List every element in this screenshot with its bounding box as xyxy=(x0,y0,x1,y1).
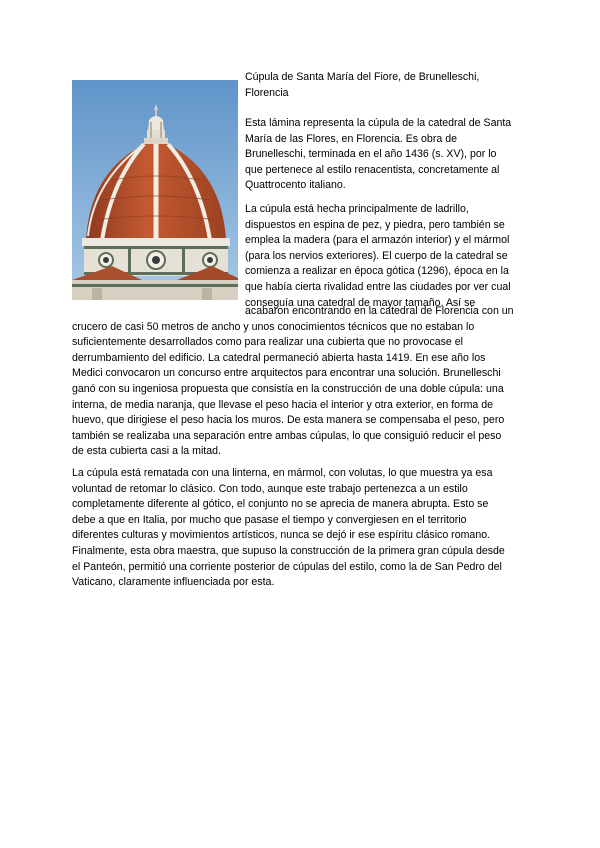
text-line: Medici convocaron un concurso entre arquitectos para encontrar una solución. Brunelleschi xyxy=(72,367,501,380)
text-line: La cúpula está rematada con una linterna, en mármol, con volutas, lo que muestra ya esa xyxy=(72,467,493,479)
text-line: que pertenece al estilo renacentista, concretamente al xyxy=(245,163,500,176)
dome-photo-icon xyxy=(72,80,238,300)
paragraph-intro xyxy=(245,116,511,194)
text-line: ganó con su ingeniosa propuesta que consistía en la construcción de una doble cúpula: una xyxy=(72,382,504,395)
text-line: Brunelleschi, terminada en el año 1436 (s. XV), por lo xyxy=(245,148,497,161)
text-line: diferentes culturas y movimientos artísticos, nunca se dejó ir ese espíritu clásico romano. xyxy=(72,529,491,542)
text-line: Vaticano, claramente influenciada por esta. xyxy=(72,576,275,589)
text-line: también se realizaba una separación entre ambas cúpulas, lo que consiguió reducir el peso xyxy=(72,429,502,442)
text-line: Esta lámina representa la cúpula de la catedral de Santa xyxy=(245,117,512,129)
text-line: Quattrocento italiano. xyxy=(245,179,346,192)
paragraph-materials xyxy=(245,202,511,311)
text-line: interna, de media naranja, que llevase el peso hacia el interior y otra exterior, en forma de xyxy=(72,398,494,411)
text-line: dispuestos en espina de pez, y piedra, pero también se xyxy=(245,218,505,231)
text-line: de esta cubierta casi a la mitad. xyxy=(72,445,221,458)
text-line: crucero de casi 50 metros de ancho y unos conocimientos técnicos que no estaban lo xyxy=(72,320,475,333)
text-line: María de las Flores, en Florencia. Es obra de xyxy=(245,132,457,145)
text-line: derrumbamiento del edificio. La catedral permaneció abierta hasta 1419. En ese año los xyxy=(72,351,486,364)
text-line: comienza a realizar en época gótica (1296), época en la xyxy=(245,265,509,278)
dome-photo xyxy=(72,80,238,300)
text-line: completamente diferente al gótico, el conjunto no se aprecia de manera abrupta. Esto se xyxy=(72,498,489,511)
document-title xyxy=(245,70,479,101)
text-line: suficientemente desarrollados como para realizar una cubierta que no provocase el xyxy=(72,336,464,349)
text-line: La cúpula está hecha principalmente de ladrillo, xyxy=(245,203,469,215)
text-line: el Panteón, permitió una corriente posterior de cúpulas del estilo, como la de San Pedro del xyxy=(72,560,502,573)
text-line: Florencia xyxy=(245,86,289,99)
text-line: conseguía una catedral de mayor tamaño. Así se xyxy=(245,296,476,309)
text-line: (para los nervios exteriores). El cuerpo de la catedral se xyxy=(245,249,508,262)
text-line: emplea la madera (para el armazón interior) y el mármol xyxy=(245,234,510,247)
paragraph-materials-continued xyxy=(72,304,514,460)
paragraph-lantern xyxy=(72,466,505,591)
text-line: huevo, que dirigiese el peso hacia los muros. De esta manera se compensaba el peso, pero xyxy=(72,414,505,427)
text-line: Finalmente, esta obra maestra, que supuso la construcción de la primera gran cúpula desde xyxy=(72,544,505,557)
text-line: debe a que en Italia, por mucho que pasase el tiempo y convergiesen en el territorio xyxy=(72,513,467,526)
text-line: que había cierta rivalidad entre las ciudades por ver cual xyxy=(245,280,511,293)
text-line: voluntad de retomar lo clásico. Con todo, aunque este trabajo pertenezca a un estilo xyxy=(72,482,468,495)
text-line: Cúpula de Santa María del Fiore, de Brunelleschi, xyxy=(245,71,480,83)
text-line: acabaron encontrando en la catedral de Florencia con un xyxy=(245,305,514,317)
